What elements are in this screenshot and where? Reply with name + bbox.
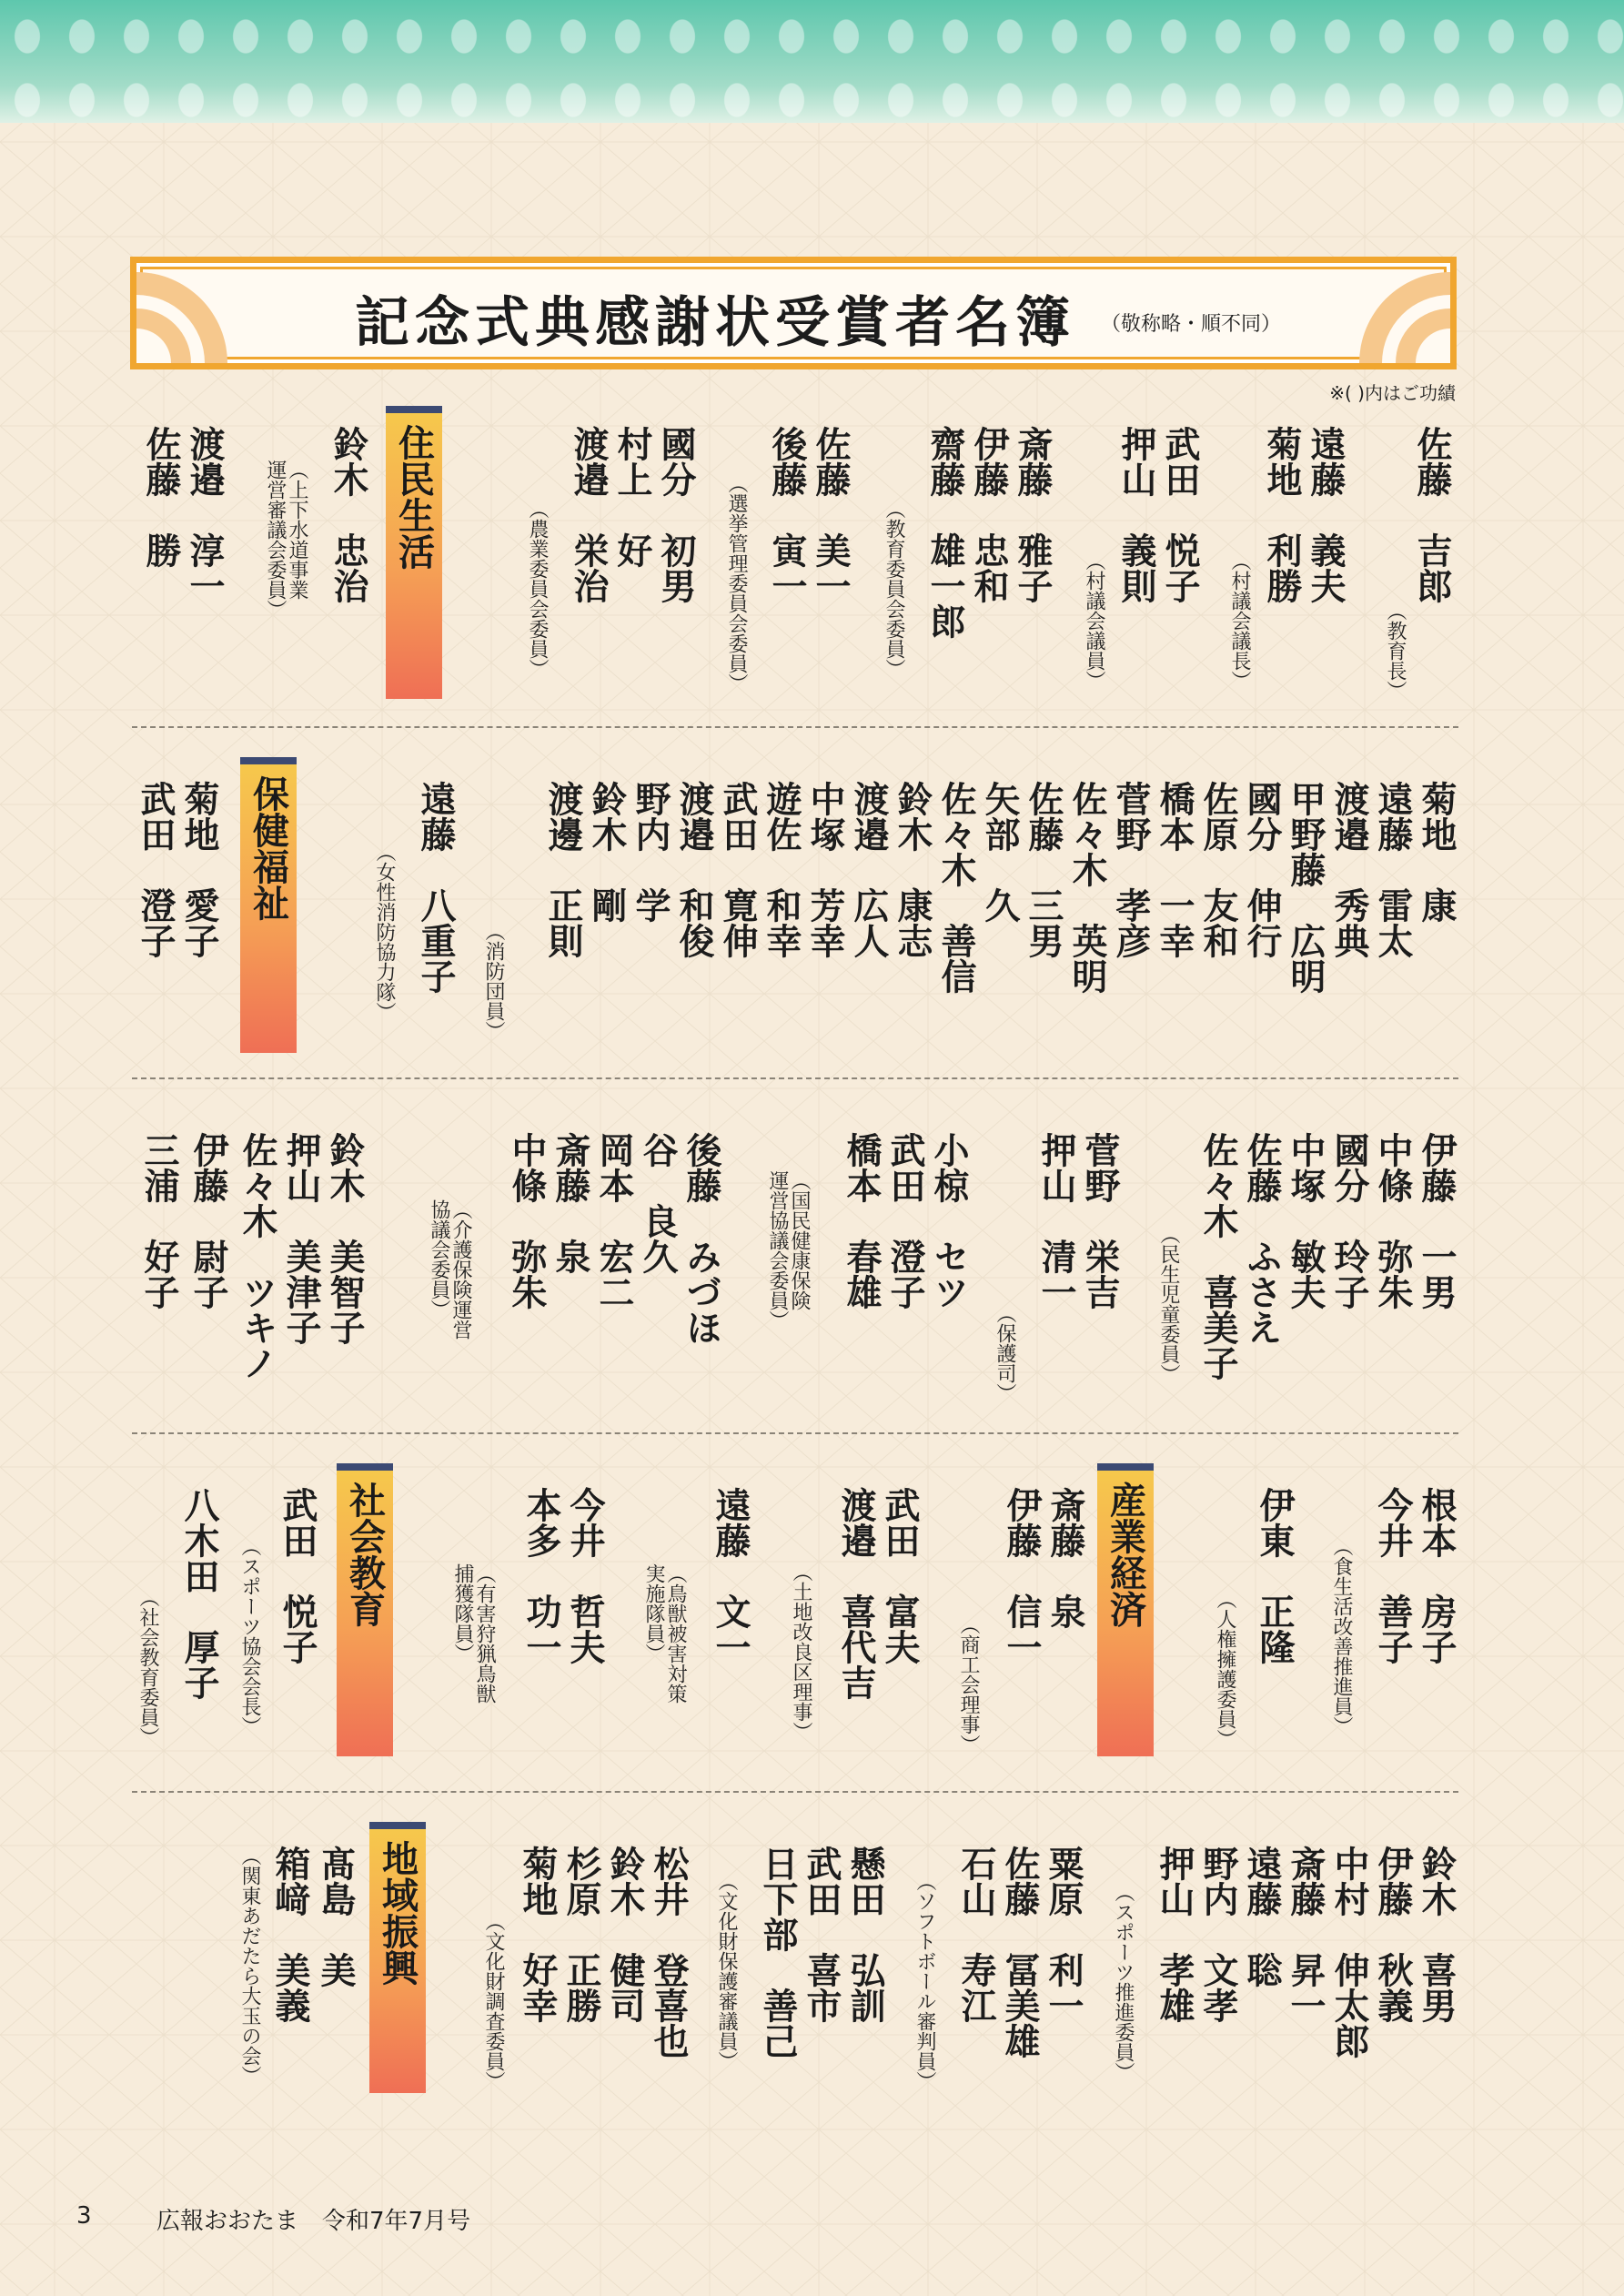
recipient-name: 佐原 友和: [1197, 781, 1239, 958]
merit-note: （関東あだたら大玉の会）: [238, 1846, 261, 2086]
recipient-name: 橋本 一幸: [1154, 781, 1195, 958]
recipient-name: 武田 富夫: [879, 1487, 921, 1664]
recipient-name: 渡邉 広人: [848, 781, 890, 958]
recipient-name: 武田 喜市: [801, 1846, 842, 2023]
recipient-name: 遠藤 雷太: [1372, 781, 1414, 958]
recipient-name: 中條 弥朱: [506, 1132, 548, 1310]
recipient-name: 中條 弥朱: [1372, 1132, 1414, 1310]
recipient-name: 菅野 栄吉: [1079, 1132, 1121, 1310]
merit-note: （上下水道事業 運営審議会委員）: [264, 460, 308, 620]
merit-note: （保護司）: [994, 1303, 1016, 1403]
merit-note: （文化財調査委員）: [482, 1911, 505, 2091]
merit-note: （食生活改善推進員）: [1330, 1536, 1353, 1736]
category-label-shakai: 社会教育: [337, 1463, 393, 1756]
recipient-name: 懸田 弘訓: [844, 1846, 886, 2023]
merit-note: （文化財保護審議員）: [715, 1871, 738, 2071]
recipient-name: 鈴木 喜男: [1416, 1846, 1458, 2023]
recipient-name: 佐藤 三男: [1023, 781, 1064, 958]
recipient-name: 石山 寿江: [955, 1846, 997, 2023]
note: ※( )内はご功績: [1329, 382, 1456, 404]
category-label-jumin: 住民生活: [386, 406, 442, 699]
category-label-hoken: 保健福祉: [240, 757, 297, 1053]
recipient-name: 遠藤 義夫: [1305, 426, 1347, 603]
recipient-name: 佐藤 勝: [140, 426, 182, 568]
recipient-name: 谷 良久: [637, 1132, 679, 1274]
recipient-name: 鈴木 美智子: [324, 1132, 366, 1345]
recipient-name: 後藤 寅一: [766, 426, 808, 603]
recipient-name: 斎藤 泉: [1044, 1487, 1086, 1629]
recipient-name: 杉原 正勝: [560, 1846, 602, 2023]
recipient-name: 齋藤 雄一郎: [924, 426, 966, 639]
section-divider: [132, 1077, 1458, 1079]
recipient-name: 伊藤 信一: [1001, 1487, 1043, 1664]
recipient-name: 中塚 敏夫: [1285, 1132, 1326, 1310]
recipient-name: 斎藤 昇一: [1285, 1846, 1326, 2023]
recipient-name: 根本 房子: [1416, 1487, 1458, 1664]
merit-note: （人権擁護委員）: [1214, 1589, 1236, 1749]
recipient-name: 佐藤 吉郎: [1411, 426, 1453, 603]
merit-note: （国民健康保険 運営協議会委員）: [766, 1170, 811, 1330]
recipient-name: 佐藤 冨美雄: [999, 1846, 1041, 2058]
recipient-name: 中村 伸太郎: [1328, 1846, 1370, 2058]
recipient-name: 遠藤 聡: [1241, 1846, 1283, 1988]
page-number: 3: [76, 2202, 92, 2230]
recipient-name: 日下部 善己: [757, 1846, 799, 2058]
recipient-name: 菊地 好幸: [517, 1846, 559, 2023]
recipient-name: 押山 義則: [1115, 426, 1157, 603]
recipient-name: 伊藤 忠和: [968, 426, 1010, 603]
recipient-name: 佐々木 ツキノ: [237, 1132, 278, 1381]
top-decorative-band: [0, 0, 1624, 123]
recipient-name: 武田 悦子: [1159, 426, 1201, 603]
publication-name: 広報おおたま 令和7年7月号: [156, 2208, 471, 2235]
recipient-name: 岡本 宏二: [593, 1132, 635, 1310]
merit-note: （ソフトボール審判員）: [913, 1871, 936, 2091]
recipient-name: 押山 美津子: [280, 1132, 322, 1345]
section-divider: [132, 1791, 1458, 1793]
recipient-name: 野内 学: [630, 781, 671, 923]
recipient-name: 村上 好: [611, 426, 653, 568]
arc-decoration-right-icon: [1323, 263, 1450, 363]
recipient-name: 伊藤 秋義: [1372, 1846, 1414, 2023]
recipient-name: 甲野藤 広明: [1285, 781, 1326, 994]
recipient-name: 遠藤 文一: [710, 1487, 751, 1664]
recipient-name: 本多 功一: [520, 1487, 562, 1664]
recipient-name: 渡邉 和俊: [673, 781, 715, 958]
category-label-sangyo: 産業経済: [1097, 1463, 1154, 1756]
recipient-name: 武田 悦子: [277, 1487, 318, 1664]
section-divider: [132, 1432, 1458, 1434]
page-title: 記念式典感謝状受賞者名簿: [355, 291, 1075, 355]
recipient-name: 中塚 芳幸: [804, 781, 846, 958]
recipient-name: 菊地 利勝: [1261, 426, 1303, 603]
recipient-name: 八木田 厚子: [178, 1487, 220, 1700]
recipient-name: 遊佐 和幸: [761, 781, 802, 958]
recipient-name: 國分 玲子: [1328, 1132, 1370, 1310]
merit-note: （村議会議員）: [1083, 551, 1105, 691]
recipient-name: 今井 哲夫: [564, 1487, 606, 1664]
merit-note: （教育委員会委員）: [883, 499, 905, 679]
recipient-name: 押山 清一: [1035, 1132, 1077, 1310]
title-banner: [130, 257, 1457, 369]
category-label-chiiki: 地域振興: [369, 1822, 426, 2093]
recipient-name: 斎藤 泉: [550, 1132, 591, 1274]
recipient-name: 橋本 春雄: [841, 1132, 883, 1310]
arc-decoration-left-icon: [136, 263, 264, 363]
merit-note: （社会教育委員）: [136, 1587, 159, 1747]
recipient-name: 鈴木 康志: [892, 781, 933, 958]
recipient-name: 武田 澄子: [135, 781, 177, 958]
recipient-name: 粟原 利一: [1043, 1846, 1084, 2023]
recipient-name: 渡邉 淳一: [184, 426, 226, 603]
recipient-name: 小椋 セツ: [928, 1132, 970, 1310]
merit-note: （消防団員）: [482, 921, 505, 1041]
recipient-name: 渡邉 栄治: [568, 426, 610, 603]
merit-note: （民生児童委員）: [1157, 1224, 1180, 1384]
recipient-name: 武田 澄子: [884, 1132, 926, 1310]
recipient-name: 國分 初男: [655, 426, 697, 603]
merit-note: （農業委員会委員）: [526, 499, 549, 679]
recipient-name: 後藤 みづほ: [681, 1132, 722, 1345]
recipient-name: 菊地 愛子: [178, 781, 220, 958]
recipient-name: 佐々木 善信: [935, 781, 977, 994]
recipient-name: 菅野 孝彦: [1110, 781, 1152, 958]
recipient-name: 國分 伸行: [1241, 781, 1283, 958]
recipient-name: 武田 寛伸: [717, 781, 759, 958]
merit-note: （商工会理事）: [957, 1614, 980, 1755]
recipient-name: 押山 孝雄: [1154, 1846, 1195, 2023]
merit-note: （鳥獣被害対策 実施隊員）: [642, 1563, 687, 1704]
recipient-name: 松井 登喜也: [648, 1846, 690, 2058]
recipient-name: 渡邉 秀典: [1328, 781, 1370, 958]
recipient-name: 佐藤 美一: [810, 426, 852, 603]
recipient-name: 渡邊 正則: [542, 781, 584, 958]
merit-note: （教育長）: [1384, 601, 1407, 701]
recipient-name: 菊地 康: [1416, 781, 1458, 923]
merit-note: （土地改良区理事）: [790, 1562, 812, 1742]
section-divider: [132, 726, 1458, 728]
recipient-name: 鈴木 健司: [604, 1846, 646, 2023]
recipient-name: 三浦 好子: [138, 1132, 180, 1310]
merit-note: （有害狩猟鳥獣 捕獲隊員）: [451, 1563, 496, 1704]
recipient-name: 佐々木 喜美子: [1197, 1132, 1239, 1381]
merit-note: （スポーツ協会会長）: [238, 1536, 261, 1736]
recipient-name: 髙島 美: [315, 1846, 357, 1988]
recipient-name: 伊東 正隆: [1254, 1487, 1296, 1664]
recipient-name: 佐々木 英明: [1066, 781, 1108, 994]
recipient-name: 佐藤 ふさえ: [1241, 1132, 1283, 1345]
merit-note: （介護保険運営 協議会委員）: [428, 1199, 472, 1340]
merit-note: （選挙管理委員会委員）: [725, 473, 748, 693]
recipient-name: 遠藤 八重子: [415, 781, 457, 994]
recipient-name: 斎藤 雅子: [1012, 426, 1054, 603]
recipient-name: 伊藤 一男: [1416, 1132, 1458, 1310]
recipient-name: 矢部 久: [979, 781, 1021, 923]
merit-note: （村議会議長）: [1228, 551, 1251, 691]
merit-note: （スポーツ推進委員）: [1112, 1882, 1135, 2082]
recipient-name: 鈴木 剛: [586, 781, 628, 923]
recipient-name: 鈴木 忠治: [328, 426, 369, 603]
merit-note: （女性消防協力隊）: [373, 842, 396, 1022]
title-subtitle: （敬称略・順不同）: [1101, 313, 1282, 336]
recipient-name: 今井 善子: [1372, 1487, 1414, 1664]
recipient-name: 渡邉 喜代吉: [835, 1487, 877, 1700]
recipient-name: 野内 文孝: [1197, 1846, 1239, 2023]
recipient-name: 箱﨑 美義: [269, 1846, 311, 2023]
recipient-name: 伊藤 尉子: [187, 1132, 229, 1310]
